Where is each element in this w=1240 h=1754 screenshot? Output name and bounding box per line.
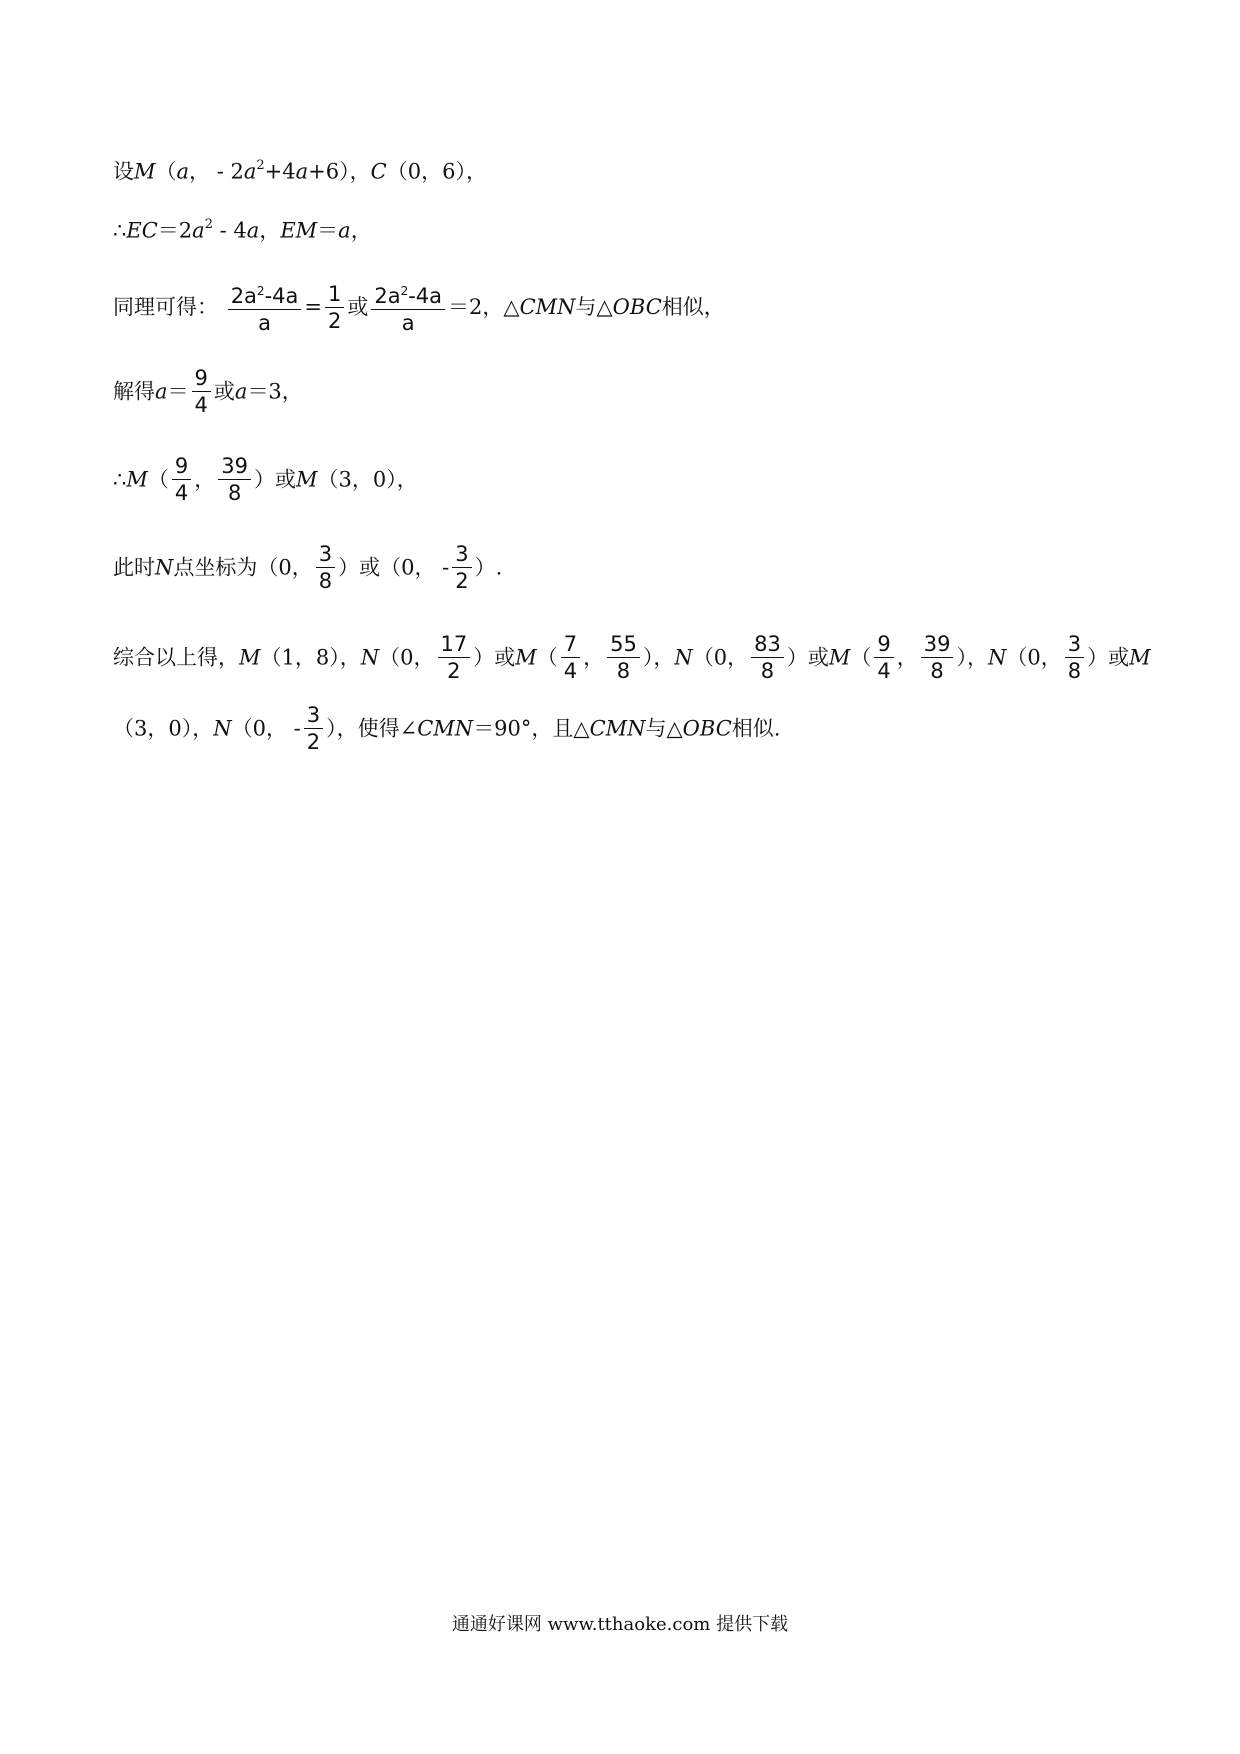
solution-line-8 — [113, 702, 780, 755]
fraction-denominator: 4 — [877, 659, 891, 683]
text: ＝2 — [157, 218, 193, 243]
fraction — [228, 278, 302, 336]
text: （ — [850, 645, 872, 670]
var-cmn: CMN — [519, 295, 576, 319]
exponent: 2 — [204, 217, 213, 232]
fraction-numerator: 3 — [1065, 631, 1084, 658]
text: 同理可得： — [113, 295, 218, 319]
text: ＝3， — [247, 379, 303, 404]
var-a: a — [192, 218, 205, 243]
fraction-numerator: 9 — [172, 453, 191, 480]
text: 相似， — [661, 295, 725, 319]
fraction-numerator: 17 — [438, 631, 471, 658]
text: 此时 — [113, 555, 155, 580]
fraction-denominator: a — [258, 311, 271, 335]
text: ）， — [956, 645, 988, 670]
text: （ — [147, 467, 169, 492]
text: （1，8）， — [260, 645, 361, 670]
fraction — [304, 702, 323, 755]
text: -4a — [408, 284, 443, 308]
fraction — [438, 631, 471, 684]
fraction-numerator: 3 — [316, 541, 335, 568]
text: 与△ — [575, 295, 613, 319]
fraction — [561, 631, 580, 684]
fraction-denominator: 2 — [447, 659, 461, 683]
fraction-denominator: 8 — [227, 481, 242, 505]
text: （0， — [692, 645, 749, 670]
text: 2a — [374, 284, 401, 308]
fraction-denominator: 2 — [306, 730, 321, 754]
exponent: 2 — [256, 284, 265, 298]
var-a: a — [243, 159, 257, 184]
text: ）或 — [473, 645, 516, 670]
page-footer: 通通好课网 www.tthaoke.com 提供下载 — [451, 1614, 789, 1635]
text: ， — [583, 645, 605, 670]
var-m: M — [126, 467, 148, 492]
var-n: N — [213, 716, 232, 741]
therefore-text: ∴ — [113, 467, 127, 492]
text: （0， — [379, 645, 435, 670]
fraction-numerator — [371, 278, 445, 310]
var-m: M — [239, 645, 261, 670]
fraction — [874, 631, 893, 684]
var-a: a — [176, 159, 190, 184]
fraction-denominator: 8 — [616, 659, 631, 683]
var-n: N — [987, 645, 1007, 670]
text: ）或 — [1087, 645, 1130, 670]
fraction-denominator: 8 — [1067, 659, 1082, 683]
solution-line-2 — [113, 211, 372, 245]
fraction-denominator: 4 — [563, 659, 578, 683]
fraction — [1065, 631, 1084, 684]
fraction-numerator: 1 — [325, 281, 344, 308]
solution-line-6 — [113, 541, 502, 594]
var-obc: OBC — [682, 716, 732, 741]
fraction-numerator: 55 — [607, 631, 640, 658]
var-a: a — [155, 379, 168, 404]
var-m: M — [828, 645, 851, 670]
fraction — [921, 631, 954, 684]
text: ＝ — [167, 379, 189, 404]
fraction-numerator: 3 — [452, 541, 471, 568]
text: 综合以上得， — [113, 645, 239, 670]
fraction-numerator: 39 — [218, 453, 251, 480]
exponent: 2 — [400, 284, 409, 298]
var-m: M — [1129, 645, 1151, 670]
exponent: 2 — [256, 158, 265, 173]
fraction — [192, 365, 211, 418]
text: -4a — [264, 284, 299, 308]
var-a: a — [234, 379, 248, 404]
text: +6）， — [308, 159, 371, 184]
fraction — [452, 541, 471, 594]
var-n: N — [360, 645, 380, 670]
solution-line-7 — [113, 631, 1151, 684]
text: 设 — [113, 159, 134, 184]
fraction — [371, 278, 445, 336]
text: ）或 — [254, 467, 296, 492]
var-a: a — [246, 218, 260, 243]
solution-line-1 — [113, 152, 487, 186]
text: ＝2，△ — [448, 295, 520, 319]
var-a: a — [338, 218, 351, 243]
text: 或 — [347, 295, 369, 319]
fraction-denominator: 8 — [930, 659, 944, 683]
fraction — [218, 453, 251, 506]
fraction-denominator: a — [401, 311, 415, 335]
text: 或 — [213, 379, 235, 404]
text: ， — [194, 467, 216, 492]
fraction-numerator: 3 — [304, 702, 323, 729]
text: （0，6）， — [386, 159, 487, 184]
text: （3，0）， — [113, 716, 214, 741]
solution-line-4 — [113, 365, 303, 418]
fraction — [751, 631, 784, 684]
text: （3，0）， — [317, 467, 418, 492]
var-cmn: CMN — [589, 716, 646, 741]
fraction-numerator: 7 — [561, 631, 580, 658]
text: （0， - — [231, 716, 301, 741]
fraction-denominator: 4 — [194, 393, 208, 417]
fraction — [316, 541, 335, 594]
text: （0， — [1006, 645, 1062, 670]
fraction — [172, 453, 191, 506]
fraction-numerator: 39 — [921, 631, 954, 658]
text: ）. — [474, 555, 503, 580]
var-ec: EC — [126, 218, 158, 243]
fraction-numerator: 83 — [751, 631, 784, 658]
text: 与△ — [645, 716, 683, 741]
var-cmn: CMN — [417, 716, 474, 741]
text: （ — [536, 645, 558, 670]
therefore-text: ∴ — [113, 218, 127, 243]
fraction-denominator: 4 — [174, 481, 189, 505]
fraction-numerator: 9 — [874, 631, 893, 658]
fraction — [325, 281, 344, 334]
fraction-denominator: 8 — [318, 569, 333, 593]
text: ， — [896, 645, 918, 670]
var-m: M — [296, 467, 318, 492]
text: ）或（0， - — [338, 555, 450, 580]
text: = — [304, 295, 322, 319]
text: ， — [350, 218, 372, 243]
text: ＝90°，且△ — [473, 716, 590, 741]
var-n: N — [674, 645, 693, 670]
fraction-denominator: 8 — [760, 659, 775, 683]
fraction-denominator: 2 — [327, 308, 342, 333]
text: - 4 — [212, 218, 247, 243]
var-m: M — [134, 159, 156, 184]
fraction-denominator: 2 — [455, 569, 469, 593]
text: ），使得∠ — [326, 716, 418, 741]
text: +4 — [264, 159, 296, 184]
fraction-numerator — [228, 278, 302, 310]
var-c: C — [370, 159, 387, 184]
var-a: a — [295, 159, 309, 184]
text: ， — [259, 218, 281, 243]
text: ）或 — [786, 645, 829, 670]
text: ＝ — [317, 218, 339, 243]
text: 点坐标为（0， — [173, 555, 313, 580]
text: ）， — [642, 645, 675, 670]
fraction-numerator: 9 — [192, 365, 211, 392]
var-m: M — [515, 645, 537, 670]
text: 解得 — [113, 379, 155, 404]
fraction — [607, 631, 640, 684]
solution-line-5 — [113, 453, 418, 506]
text: 相似. — [731, 716, 781, 741]
text: （ — [155, 159, 177, 184]
var-n: N — [155, 555, 174, 580]
var-obc: OBC — [612, 295, 662, 319]
text: ， - 2 — [189, 159, 244, 184]
text: 2a — [230, 284, 257, 308]
solution-line-3 — [113, 278, 725, 336]
var-em: EM — [280, 218, 318, 243]
